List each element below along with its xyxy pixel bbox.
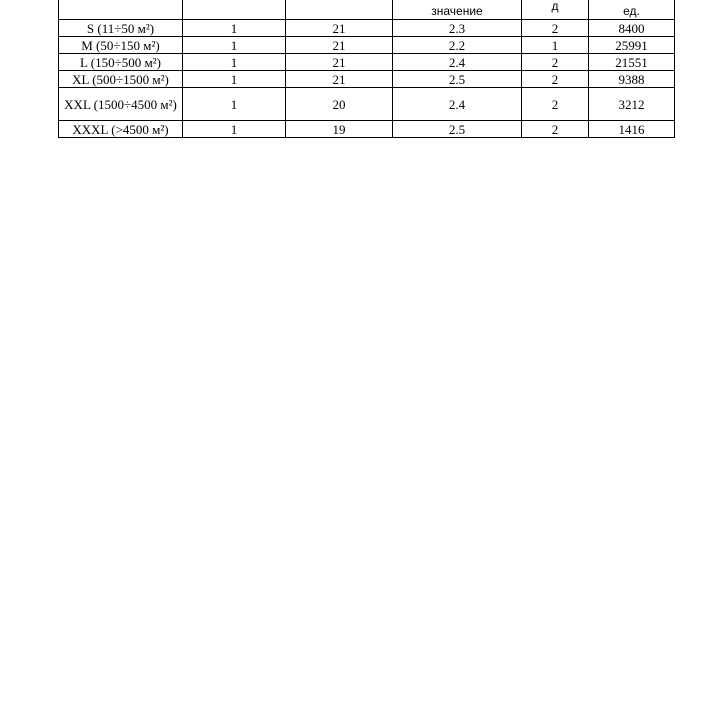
header-cell-4: значение — [393, 0, 522, 20]
header-cell-3 — [286, 0, 393, 20]
table-cell: 9388 — [589, 71, 675, 88]
table-cell: 1 — [522, 37, 589, 54]
table-cell: 1 — [183, 20, 286, 37]
table-cell: 1 — [183, 37, 286, 54]
table-cell: 25991 — [589, 37, 675, 54]
table-cell: 2 — [522, 88, 589, 121]
table-cell: 3212 — [589, 88, 675, 121]
table-cell: 2.3 — [393, 20, 522, 37]
table-cell: 2 — [522, 20, 589, 37]
table-cell: 2 — [522, 121, 589, 138]
table-cell: 8400 — [589, 20, 675, 37]
document-table-container — [58, 0, 674, 138]
table-cell: 21 — [286, 54, 393, 71]
table-cell: 2 — [522, 71, 589, 88]
row-label: XXL (1500÷4500 м²) — [59, 88, 183, 121]
row-label: L (150÷500 м²) — [59, 54, 183, 71]
table-row — [59, 54, 675, 71]
header-cell-2 — [183, 0, 286, 20]
table-row — [59, 121, 675, 138]
table-cell: 2.5 — [393, 121, 522, 138]
header-cell-1 — [59, 0, 183, 20]
table-cell: 1 — [183, 121, 286, 138]
table-cell: 20 — [286, 88, 393, 121]
header-cell-6: ед. — [589, 0, 675, 20]
table-cell: 2 — [522, 54, 589, 71]
table-cell: 2.4 — [393, 88, 522, 121]
row-label: S (11÷50 м²) — [59, 20, 183, 37]
table-cell: 2.5 — [393, 71, 522, 88]
table-cell: 21 — [286, 71, 393, 88]
table-cell: 21551 — [589, 54, 675, 71]
row-label: M (50÷150 м²) — [59, 37, 183, 54]
table-cell: 19 — [286, 121, 393, 138]
table-row — [59, 71, 675, 88]
table-row — [59, 37, 675, 54]
table-cell: 2.4 — [393, 54, 522, 71]
table-cell: 2.2 — [393, 37, 522, 54]
table-cell: 21 — [286, 37, 393, 54]
table-header-row — [59, 0, 675, 20]
table-cell: 1 — [183, 54, 286, 71]
table-row — [59, 20, 675, 37]
table-cell: 1 — [183, 88, 286, 121]
row-label: XL (500÷1500 м²) — [59, 71, 183, 88]
table-cell: 21 — [286, 20, 393, 37]
table-cell: 1 — [183, 71, 286, 88]
data-table — [58, 0, 675, 138]
table-cell: 1416 — [589, 121, 675, 138]
row-label: XXXL (>4500 м²) — [59, 121, 183, 138]
table-row — [59, 88, 675, 121]
header-cell-5: д — [522, 0, 589, 20]
